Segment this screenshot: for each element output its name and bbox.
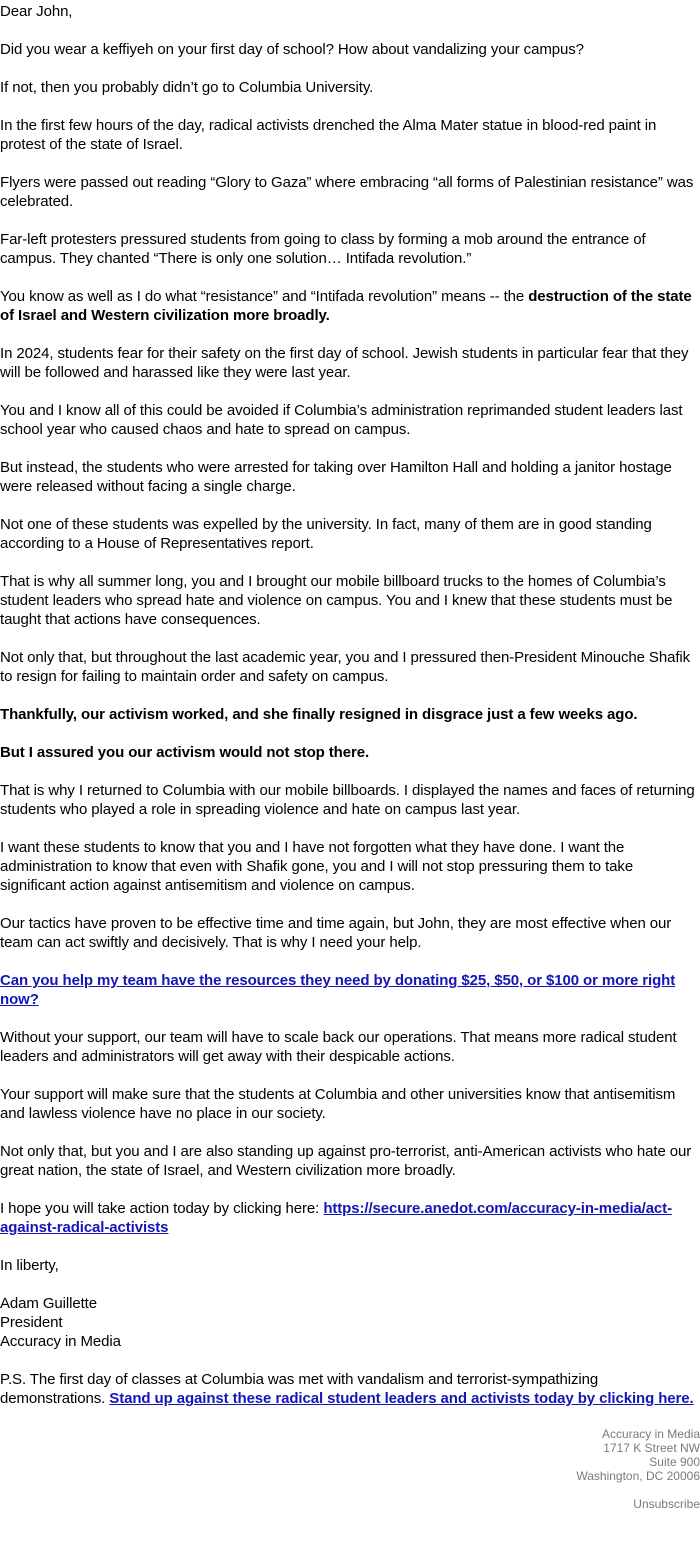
anedot-url-link[interactable]: https://secure.anedot.com/accuracy-in-media/act-against-radical-activists <box>0 1200 672 1236</box>
paragraph-cta <box>0 971 700 1009</box>
paragraph-flyers: Flyers were passed out reading “Glory to Gaza” where embracing “all forms of Palestinian resistance” was celebrated. <box>0 174 694 210</box>
paragraph-your-support: Your support will make sure that the students at Columbia and other universities know that antisemitism and lawless violence have no place in our society. <box>0 1086 676 1122</box>
paragraph-resistance-text: You know as well as I do what “resistance” and “Intifada revolution” means -- the <box>0 288 529 305</box>
donate-link[interactable]: Can you help my team have the resources they need by donating $25, $50, or $100 or more right now? <box>0 972 676 1008</box>
footer-address <box>0 1427 700 1483</box>
paragraph-assured-bold: But I assured you our activism would not stop there. <box>0 744 370 761</box>
footer-suite: Suite 900 <box>649 1455 700 1469</box>
paragraph-expelled: Not one of these students was expelled by the university. In fact, many of them are in good standing according to a House of Representatives report. <box>0 516 652 552</box>
paragraph-shafik: Not only that, but throughout the last academic year, you and I pressured then-President Minouche Shafik to resign for failing to maintain order and safety on campus. <box>0 649 691 685</box>
paragraph-not-forgotten: I want these students to know that you and I have not forgotten what they have done. I want the administration to know that even with Shafik gone, you and I will not stop pressuring them to take significant action against antisemitism and violence on campus. <box>0 839 634 894</box>
signature-name: Adam Guillette <box>0 1295 97 1312</box>
paragraph-take-action <box>0 1199 700 1237</box>
paragraph-ps <box>0 1370 700 1408</box>
paragraph-assured <box>0 743 700 762</box>
footer-city: Washington, DC 20006 <box>576 1469 700 1483</box>
paragraph-resistance <box>0 287 700 325</box>
paragraph-returned: That is why I returned to Columbia with our mobile billboards. I displayed the names and faces of returning students who played a role in spreading violence and hate on campus last year. <box>0 782 695 818</box>
ps-stand-up-link[interactable]: Stand up against these radical student leaders and activists today by clicking here. <box>109 1390 694 1407</box>
signature-title: President <box>0 1314 63 1331</box>
email-body <box>0 2 700 1408</box>
paragraph-resistance-bold: destruction of the state of Israel and Western civilization more broadly. <box>0 288 692 324</box>
footer-street: 1717 K Street NW <box>603 1441 700 1455</box>
paragraph-tactics: Our tactics have proven to be effective time and time again, but John, they are most effective when our team can act swiftly and decisively. That is why I need your help. <box>0 915 672 951</box>
paragraph-resigned <box>0 705 700 724</box>
closing: In liberty, <box>0 1257 59 1274</box>
paragraph-alma-mater: In the first few hours of the day, radical activists drenched the Alma Mater statue in blood-red paint in protest of the state of Israel. <box>0 117 657 153</box>
paragraph-columbia: If not, then you probably didn’t go to Columbia University. <box>0 79 374 96</box>
paragraph-resigned-bold: Thankfully, our activism worked, and she finally resigned in disgrace just a few weeks ago. <box>0 706 638 723</box>
signature-org: Accuracy in Media <box>0 1333 121 1350</box>
unsubscribe-link[interactable]: Unsubscribe <box>633 1497 700 1511</box>
footer-org: Accuracy in Media <box>601 1427 700 1441</box>
paragraph-support: Without your support, our team will have to scale back our operations. That means more radical student leaders and administrators will get away with their despicable actions. <box>0 1029 677 1065</box>
ps-text: P.S. The first day of classes at Columbia was met with vandalism and terrorist-sympathizing demonstrations. <box>0 1371 599 1407</box>
greeting: Dear John, <box>0 3 73 20</box>
signature <box>0 1294 700 1351</box>
email-container <box>0 2 700 1511</box>
paragraph-billboards-summer: That is why all summer long, you and I brought our mobile billboard trucks to the homes of Columbia’s student leaders who spread hate and violence on campus. You and I knew that these students must be taught that actions have consequences. <box>0 573 673 628</box>
take-action-text: I hope you will take action today by clicking here: <box>0 1200 324 1217</box>
paragraph-keffiyeh: Did you wear a keffiyeh on your first day of school? How about vandalizing your campus? <box>0 41 584 58</box>
paragraph-hamilton-hall: But instead, the students who were arrested for taking over Hamilton Hall and holding a janitor hostage were released without facing a single charge. <box>0 459 672 495</box>
paragraph-protesters: Far-left protesters pressured students from going to class by forming a mob around the entrance of campus. They chanted “There is only one solution… Intifada revolution.” <box>0 231 646 267</box>
paragraph-2024: In 2024, students fear for their safety on the first day of school. Jewish students in particular fear that they will be followed and harassed like they were last year. <box>0 345 689 381</box>
email-footer <box>0 1427 700 1511</box>
paragraph-standing-up: Not only that, but you and I are also standing up against pro-terrorist, anti-American activists who hate our great nation, the state of Israel, and Western civilization more broadly. <box>0 1143 692 1179</box>
paragraph-administration: You and I know all of this could be avoided if Columbia’s administration reprimanded student leaders last school year who caused chaos and hate to spread on campus. <box>0 402 683 438</box>
